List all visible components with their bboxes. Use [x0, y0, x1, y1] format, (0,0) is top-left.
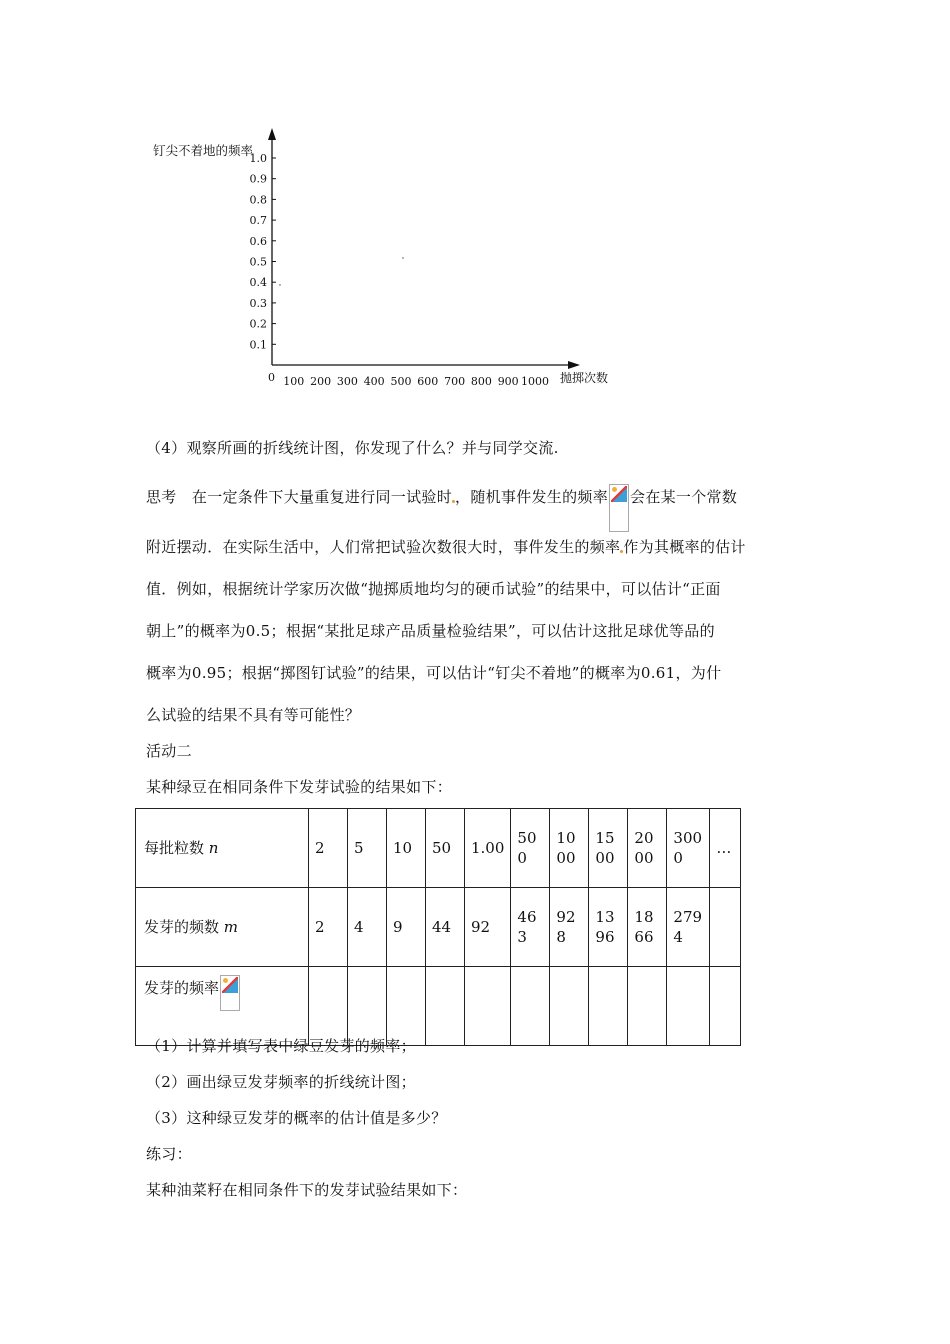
y-axis-title: 钉尖不着地的频率 — [153, 143, 254, 158]
task-2: （2）画出绿豆发芽频率的折线统计图； — [146, 1073, 416, 1091]
table-cell — [628, 967, 667, 1046]
question-4: （4）观察所画的折线统计图，你发现了什么？并与同学交流. — [146, 439, 559, 457]
table-cell: 10 — [387, 809, 426, 888]
task-3: （3）这种绿豆发芽的概率的估计值是多少？ — [146, 1109, 447, 1127]
x-tick-label: 200 — [310, 375, 332, 388]
stray-dot — [279, 284, 280, 285]
row-label: 发芽的频数 — [144, 918, 220, 936]
table-cell: 20 00 — [628, 809, 667, 888]
y-tick-label: 0.7 — [249, 214, 267, 228]
table-row — [136, 967, 741, 1046]
x-tick-label: 300 — [336, 375, 358, 388]
table-cell: 2 — [309, 888, 348, 967]
x-tick-label: 600 — [417, 375, 439, 388]
x-tick-label: 1000 — [521, 375, 549, 388]
x-axis-title: 抛掷次数 — [560, 371, 609, 385]
table-cell: 50 — [426, 809, 465, 888]
practice-title: 练习： — [146, 1145, 192, 1163]
broken-image-icon — [220, 975, 240, 1011]
stray-dot — [402, 257, 403, 258]
table-cell — [589, 967, 628, 1046]
think-text: 会在某一个常数 — [630, 488, 738, 506]
y-tick-label: 1.0 — [249, 152, 267, 165]
task-1: （1）计算并填写表中绿豆发芽的频率； — [146, 1037, 416, 1055]
table-cell: 9 — [387, 888, 426, 967]
y-tick-label: 0.5 — [249, 255, 267, 269]
table-cell: … — [710, 809, 741, 888]
x-axis-arrow — [568, 361, 580, 369]
row-var: n — [208, 839, 219, 857]
table-cell — [511, 967, 550, 1046]
think-line-1 — [146, 484, 808, 532]
x-ticks — [283, 375, 549, 388]
x-tick-label: 100 — [283, 375, 305, 388]
activity2-title: 活动二 — [146, 742, 192, 760]
table-cell — [710, 888, 741, 967]
table-cell — [309, 967, 348, 1046]
broken-image-icon — [609, 484, 629, 532]
x-tick-label: 500 — [390, 375, 412, 388]
row-header — [136, 967, 309, 1046]
table-cell — [426, 967, 465, 1046]
frequency-chart — [140, 120, 620, 400]
think-text: 思考 在一定条件下大量重复进行同一试验时 — [146, 488, 453, 506]
think-line-2 — [146, 537, 808, 558]
table-cell: 50 0 — [511, 809, 550, 888]
table-cell — [348, 967, 387, 1046]
table-cell — [550, 967, 589, 1046]
x-tick-label: 400 — [363, 375, 385, 388]
think-line-5: 概率为0.95；根据“掷图钉试验”的结果，可以估计“钉尖不着地”的概率为0.61，为什 — [146, 664, 722, 682]
row-header — [136, 809, 309, 888]
row-label: 每批粒数 — [144, 839, 205, 857]
row-label: 发芽的频率 — [144, 979, 220, 997]
table-cell — [387, 967, 426, 1046]
think-text: 附近摆动．在实际生活中，人们常把试验次数很大时，事件发生的频率 — [146, 538, 621, 556]
y-tick-label: 0.6 — [249, 234, 267, 248]
y-tick-label: 0.3 — [249, 296, 267, 310]
table-cell: 5 — [348, 809, 387, 888]
activity2-intro: 某种绿豆在相同条件下发芽试验的结果如下： — [146, 778, 453, 796]
table-cell: 279 4 — [667, 888, 710, 967]
think-text: 作为其概率的估计 — [623, 538, 746, 556]
y-tick-label: 0.8 — [249, 193, 267, 207]
y-tick-label: 0.9 — [249, 172, 267, 186]
y-tick-label: 0.1 — [249, 338, 267, 352]
y-tick-label: 0.4 — [249, 276, 267, 290]
table-cell: 1.00 — [465, 809, 511, 888]
table-cell — [465, 967, 511, 1046]
table-cell — [710, 967, 741, 1046]
table-cell: 44 — [426, 888, 465, 967]
think-line-6: 么试验的结果不具有等可能性？ — [146, 706, 361, 724]
table-row — [136, 809, 741, 888]
table-cell: 2 — [309, 809, 348, 888]
x-tick-label: 700 — [444, 375, 466, 388]
y-tick-label: 0.2 — [249, 317, 267, 331]
think-line-4: 朝上”的概率为0.5；根据“某批足球产品质量检验结果”，可以估计这批足球优等品的 — [146, 622, 715, 640]
table-cell: 92 8 — [550, 888, 589, 967]
table-cell: 10 00 — [550, 809, 589, 888]
x-tick-label: 900 — [497, 375, 519, 388]
row-header — [136, 888, 309, 967]
table-cell — [667, 967, 710, 1046]
row-var: m — [223, 918, 239, 936]
think-line-3: 值．例如，根据统计学家历次做“抛掷质地均匀的硬币试验”的结果中，可以估计“正面 — [146, 580, 721, 598]
table-cell: 46 3 — [511, 888, 550, 967]
table-cell: 13 96 — [589, 888, 628, 967]
table-cell: 92 — [465, 888, 511, 967]
practice-intro: 某种油菜籽在相同条件下的发芽试验结果如下： — [146, 1181, 468, 1199]
x-tick-label: 800 — [470, 375, 492, 388]
table-row — [136, 888, 741, 967]
origin-label: 0 — [268, 371, 275, 384]
y-axis-arrow — [268, 128, 276, 140]
table-cell: 18 66 — [628, 888, 667, 967]
table-cell: 15 00 — [589, 809, 628, 888]
think-text: ，随机事件发生的频率 — [455, 488, 609, 506]
germination-table — [135, 808, 741, 1046]
table-cell: 4 — [348, 888, 387, 967]
table-cell: 300 0 — [667, 809, 710, 888]
